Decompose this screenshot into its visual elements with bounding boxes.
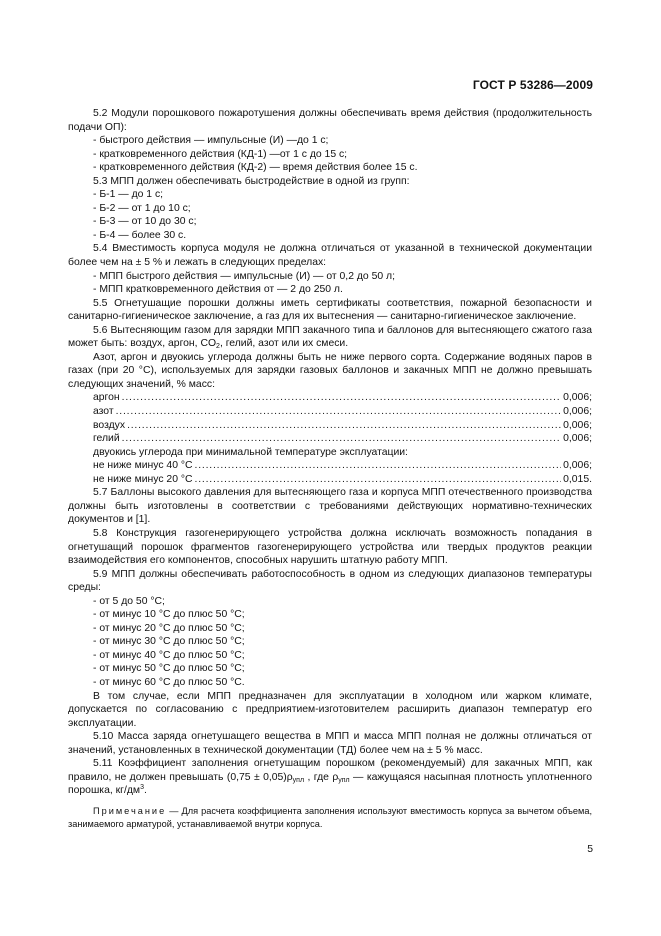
dot-leader xyxy=(195,459,562,473)
superscript: 3 xyxy=(140,784,144,792)
gas-value: 0,006; xyxy=(563,406,592,418)
list-item: - быстрого действия — импульсные (И) —до 1 с; xyxy=(93,135,329,147)
list-item: - Б-3 — от 10 до 30 с; xyxy=(93,216,197,228)
list-item: - кратковременного действия (КД-2) — время действия более 15 с. xyxy=(93,162,418,174)
co2-row xyxy=(68,473,592,487)
document-code: ГОСТ Р 53286—2009 xyxy=(472,78,593,92)
clause-5-3: 5.3 МПП должен обеспечивать быстродействие в одной из групп: xyxy=(93,175,410,187)
clause-5-11 xyxy=(68,757,592,798)
gas-row xyxy=(68,432,592,446)
clause-5-6-text-end: , гелий, азот или их смеси. xyxy=(219,338,349,350)
clause-5-11-text: 5.11 Коэффициент заполнения огнетушащим порошком (рекомендуемый) для закачных МПП, как правило, не должен превышать (0,75 ± 0,05)ρ xyxy=(68,758,592,783)
gas-value: 0,006; xyxy=(563,419,592,431)
gas-name: азот xyxy=(93,406,114,418)
clause-5-11-text: , где ρ xyxy=(304,771,339,783)
gas-row xyxy=(68,405,592,419)
note-text: — Для расчета коэффициента заполнения используют вместимость корпуса за вычетом объема, занимаемого арматурой, устанавливаемой внутри корпуса. xyxy=(68,805,592,829)
clause-5-8: 5.8 Конструкция газогенерирующего устройства должна исключать возможность попадания в огнетушащий порошок фрагментов газогенерирующего устройства или твердых продуктов реакции взаимодействия его компонентов, способных нарушить штатную работу МПП. xyxy=(68,527,592,567)
dot-leader xyxy=(122,432,561,446)
clause-5-4: 5.4 Вместимость корпуса модуля не должна отличаться от указанной в технической документации более чем на ± 5 % и лежать в следующих пределах: xyxy=(68,243,592,269)
co2-heading: двуокись углерода при минимальной температуре эксплуатации: xyxy=(93,446,408,458)
co2-value: 0,015. xyxy=(563,473,592,485)
list-item: - от минус 20 °С до плюс 50 °С; xyxy=(93,622,245,634)
subscript: упл xyxy=(338,776,350,784)
clause-5-7: 5.7 Баллоны высокого давления для вытесняющего газа и корпуса МПП отечественного производства должны быть изготовлены в соответствии с требованиями действующих нормативно-технических документов и [1]. xyxy=(68,487,592,526)
list-item: - от минус 50 °С до плюс 50 °С; xyxy=(93,663,245,675)
clause-5-5: 5.5 Огнетушащие порошки должны иметь сертификаты соответствия, пожарной безопасности и санитарно-гигиеническое заключение, а газ для их вытеснения — санитарно-гигиеническое заключение. xyxy=(68,297,592,323)
page-number: 5 xyxy=(587,844,593,855)
list-item: - от минус 60 °С до плюс 50 °С. xyxy=(93,676,245,688)
gas-name: воздух xyxy=(93,419,126,431)
co2-value: 0,006; xyxy=(563,460,592,472)
list-item: - МПП кратковременного действия от — 2 до 250 л. xyxy=(93,284,343,296)
clause-5-2: 5.2 Модули порошкового пожаротушения должны обеспечивать время действия (продолжительность подачи ОП): xyxy=(68,108,592,133)
clause-5-11-text: — кажущаяся насыпная плотность уплотненного порошка, кг/дм xyxy=(68,771,593,797)
list-item: - кратковременного действия (КД-1) —от 1 с до 15 с; xyxy=(93,148,348,160)
dot-leader xyxy=(116,405,561,419)
note-label: Примечание xyxy=(93,805,167,816)
list-item: - Б-4 — более 30 с. xyxy=(93,229,187,241)
list-item: - МПП быстрого действия — импульсные (И) — от 0,2 до 50 л; xyxy=(93,270,395,282)
gas-row xyxy=(68,419,592,433)
gas-row xyxy=(68,391,592,405)
document-body xyxy=(68,107,592,840)
list-item: - от минус 30 °С до плюс 50 °С; xyxy=(93,636,245,648)
co2-condition: не ниже минус 40 °С xyxy=(93,460,193,472)
clause-5-9-climate: В том случае, если МПП предназначен для эксплуатации в холодном или жарком климате, допускается по согласованию с предприятием-изготовителем расширить диапазон температур его эксплуатации. xyxy=(68,690,592,729)
gas-value: 0,006; xyxy=(563,392,592,404)
note xyxy=(68,805,592,831)
dot-leader xyxy=(127,419,561,433)
list-item: - от 5 до 50 °С; xyxy=(93,595,165,607)
clause-5-11-text-end: . xyxy=(143,785,147,797)
subscript: упл xyxy=(292,776,305,784)
clause-5-6-gases: Азот, аргон и двуокись углерода должны быть не ниже первого сорта. Содержание водяных паров в газах (при 20 °С), используемых для зарядки газовых баллонов и закачных МПП не должно превышать следующих значений, % масс: xyxy=(68,351,592,390)
list-item: - Б-2 — от 1 до 10 с; xyxy=(93,202,191,214)
clause-5-6 xyxy=(68,324,592,351)
co2-row xyxy=(68,459,592,473)
list-item: - от минус 40 °С до плюс 50 °С; xyxy=(93,649,245,661)
list-item: - Б-1 — до 1 с; xyxy=(93,189,164,201)
subscript: 2 xyxy=(216,343,220,351)
dot-leader xyxy=(195,473,562,487)
list-item: - от минус 10 °С до плюс 50 °С; xyxy=(93,609,245,621)
clause-5-6-text: 5.6 Вытесняющим газом для зарядки МПП закачного типа и баллонов для вытесняющего сжатого газа может быть: воздух, аргон, CO xyxy=(68,324,592,350)
co2-condition: не ниже минус 20 °С xyxy=(93,473,193,485)
dot-leader xyxy=(122,391,561,405)
clause-5-9: 5.9 МПП должны обеспечивать работоспособность в одном из следующих диапазонов температуры среды: xyxy=(68,568,592,594)
gas-name: аргон xyxy=(93,392,120,404)
clause-5-10: 5.10 Масса заряда огнетушащего вещества в МПП и масса МПП полная не должны отличаться от значений, установленных в технической документации (ТД) более чем на ± 5 % масс. xyxy=(68,731,592,756)
gas-value: 0,006; xyxy=(563,433,592,445)
gas-name: гелий xyxy=(93,433,120,445)
